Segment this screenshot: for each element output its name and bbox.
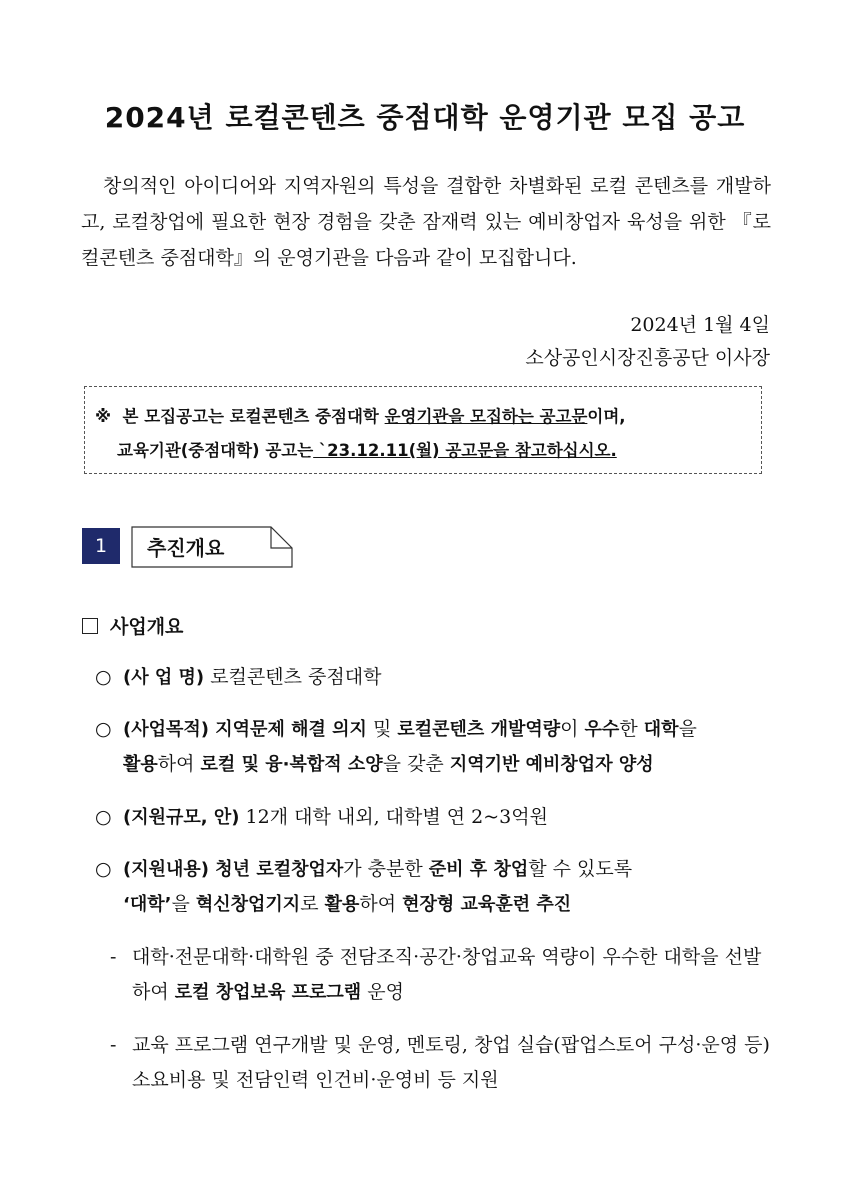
section-title: 추진개요 (147, 536, 225, 560)
notice-box (84, 386, 762, 474)
list-item: ○ (사 업 명) 로컬콘텐츠 중점대학 (95, 660, 775, 695)
reference-mark-icon: ※ (95, 407, 112, 426)
circle-bullet-icon: ○ (95, 718, 112, 740)
list-item: ○ (지원내용) 청년 로컬창업자가 충분한 준비 후 창업할 수 있도록 ‘대학’을 혁신창업기지로 활용하여 현장형 교육훈련 추진 (95, 852, 775, 922)
page-title: 2024년 로컬콘텐츠 중점대학 운영기관 모집 공고 (104, 101, 746, 134)
list-item: ○ (지원규모, 안) 12개 대학 내외, 대학별 연 2~3억원 (95, 800, 775, 835)
notice-underlined-2: `23.12.11(월) 공고문을 참고하십시오. (313, 441, 617, 460)
circle-bullet-icon: ○ (95, 858, 112, 880)
intro-text: 창의적인 아이디어와 지역자원의 특성을 결합한 차별화된 로컬 콘텐츠를 개발하고, 로컬창업에 필요한 현장 경험을 갖춘 잠재력 있는 예비창업자 육성을 위한 『로컬콘텐츠 중점대학』의 운영기관을 다음과 같이 모집합니다. (81, 175, 771, 269)
dash-bullet-icon: - (110, 1034, 117, 1056)
subsection-heading: 사업개요 (82, 612, 183, 639)
section-number: 1 (82, 528, 120, 564)
dash-bullet-icon: - (110, 946, 117, 968)
list-item: ○ (사업목적) 지역문제 해결 의지 및 로컬콘텐츠 개발역량이 우수한 대학을 활용하여 로컬 및 융·복합적 소양을 갖춘 지역기반 예비창업자 양성 (95, 712, 775, 782)
sub-list-item: - 교육 프로그램 연구개발 및 운영, 멘토링, 창업 실습(팝업스토어 구성·운영 등) 소요비용 및 전담인력 인건비·운영비 등 지원 (110, 1028, 775, 1098)
intro-paragraph (81, 168, 771, 276)
announcement-date: 2024년 1월 4일 (630, 314, 770, 336)
notice-line-2: 교육기관(중점대학) 공고는 `23.12.11(월) 공고문을 참고하십시오. (117, 441, 617, 460)
notice-underlined-1: 운영기관을 모집하는 공고문 (384, 407, 588, 426)
checkbox-square-icon (82, 618, 98, 634)
circle-bullet-icon: ○ (95, 666, 112, 688)
notice-line-1: ※ 본 모집공고는 로컬콘텐츠 중점대학 운영기관을 모집하는 공고문이며, (95, 407, 626, 426)
section-title-box (131, 526, 293, 568)
issuer-name: 소상공인시장진흥공단 이사장 (525, 347, 770, 369)
sub-list-item: - 대학·전문대학·대학원 중 전담조직·공간·창업교육 역량이 우수한 대학을 선발하여 로컬 창업보육 프로그램 운영 (110, 940, 775, 1010)
circle-bullet-icon: ○ (95, 806, 112, 828)
